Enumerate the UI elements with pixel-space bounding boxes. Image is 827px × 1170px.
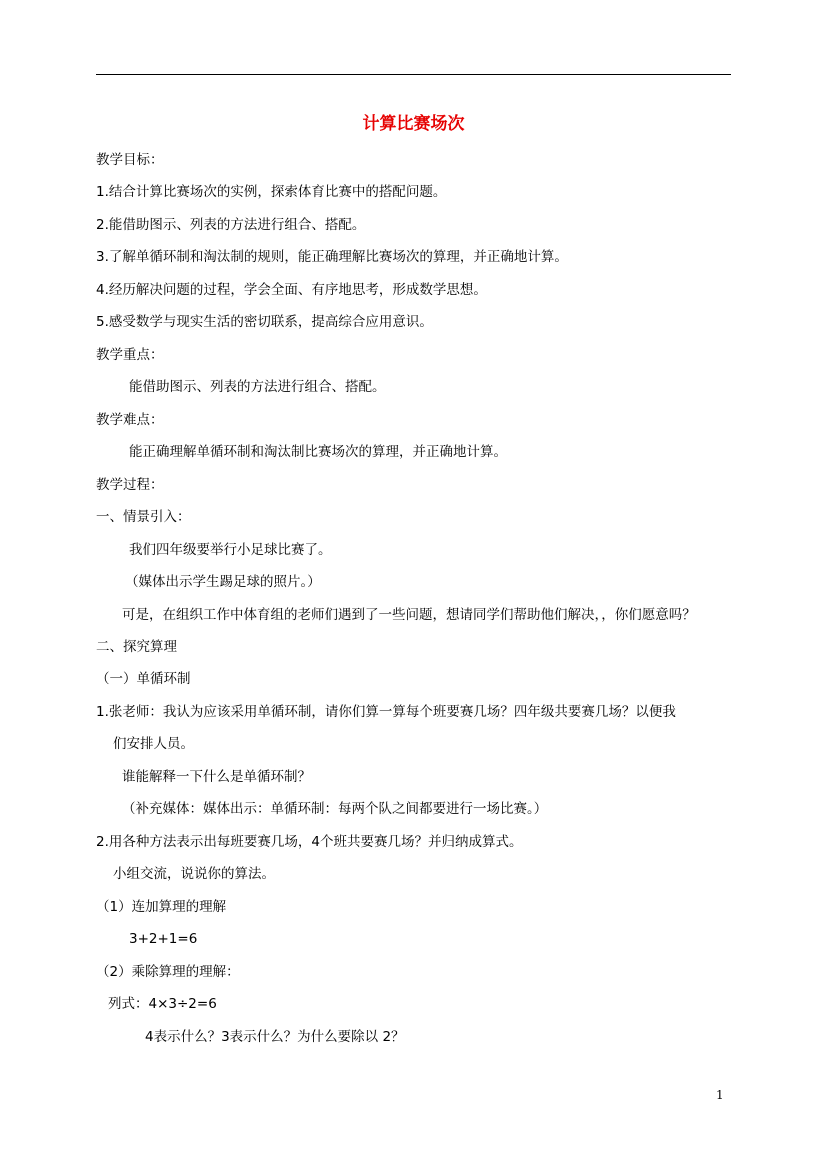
method-2-formula: 列式：4×3÷2=6 [108,996,217,1012]
step-2: 2.用各种方法表示出每班要赛几场，4个班共要赛几场？并归纳成算式。 [96,834,523,850]
objectives-heading: 教学目标： [96,152,164,168]
method-1-heading: （1）连加算理的理解 [96,899,227,915]
process-heading: 教学过程： [96,477,164,493]
intro-line-1: 我们四年级要举行小足球比赛了。 [129,542,332,558]
objective-2: 2.能借助图示、列表的方法进行组合、搭配。 [96,217,366,233]
subsection-1-heading: （一）单循环制 [96,671,191,687]
objective-3: 3.了解单循环制和淘汰制的规则，能正确理解比赛场次的算理，并正确地计算。 [96,249,568,265]
method-2-heading: （2）乘除算理的理解： [96,964,240,980]
section-2-heading: 二、探究算理 [96,639,177,655]
header-rule [96,74,731,75]
step-1-line-2: 们安排人员。 [113,736,194,752]
method-2-questions: 4表示什么？3表示什么？为什么要除以 2？ [145,1029,405,1045]
key-points-text: 能借助图示、列表的方法进行组合、搭配。 [129,379,386,395]
difficulty-heading: 教学难点： [96,412,164,428]
objective-4: 4.经历解决问题的过程，学会全面、有序地思考，形成数学思想。 [96,282,487,298]
step-1-line-1: 1.张老师：我认为应该采用单循环制，请你们算一算每个班要赛几场？四年级共要赛几场？以便我 [96,704,676,720]
difficulty-text: 能正确理解单循环制和淘汰制比赛场次的算理，并正确地计算。 [129,444,507,460]
objective-1: 1.结合计算比赛场次的实例，探索体育比赛中的搭配问题。 [96,184,447,200]
page-title: 计算比赛场次 [362,114,465,134]
page-number: 1 [716,1088,724,1102]
intro-line-2: 可是，在组织工作中体育组的老师们遇到了一些问题，想请同学们帮助他们解决，，你们愿意吗？ [122,607,696,623]
objective-5: 5.感受数学与现实生活的密切联系，提高综合应用意识。 [96,314,433,330]
section-1-heading: 一、情景引入： [96,509,191,525]
method-1-formula: 3+2+1=6 [129,931,198,947]
intro-media-note: （媒体出示学生踢足球的照片。） [125,574,321,590]
question-round-robin: 谁能解释一下什么是单循环制？ [122,769,311,785]
media-note-round-robin: （补充媒体：媒体出示：单循环制：每两个队之间都要进行一场比赛。） [122,801,548,817]
key-points-heading: 教学重点： [96,347,164,363]
group-discussion: 小组交流，说说你的算法。 [113,866,275,882]
